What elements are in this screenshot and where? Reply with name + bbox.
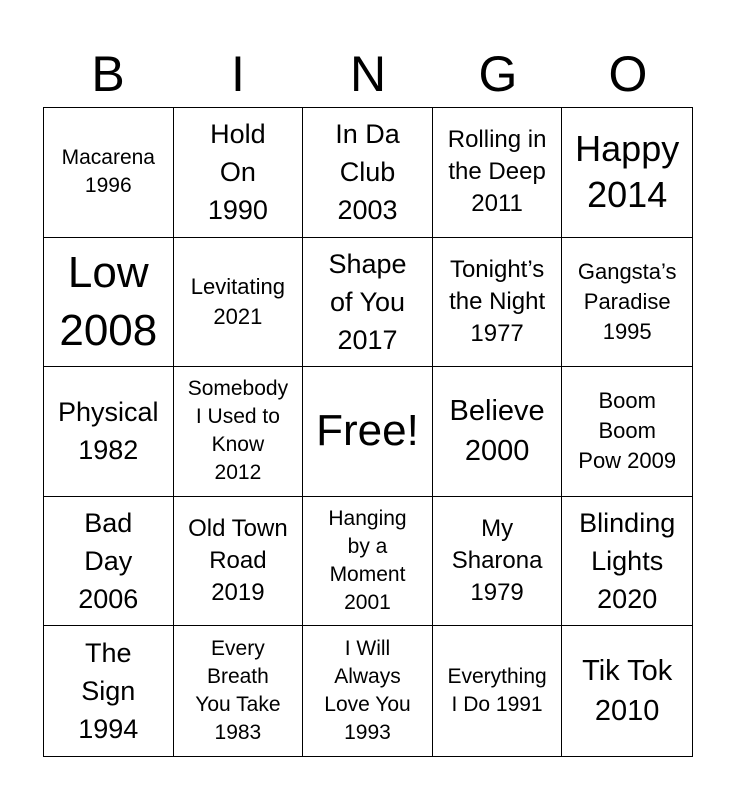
cell-label: Blinding Lights 2020: [579, 508, 676, 615]
cell-label: Happy 2014: [575, 128, 680, 216]
cell-label: Physical 1982: [58, 397, 159, 466]
cell-label: Shape of You 2017: [328, 248, 407, 355]
cell-label: My Sharona 1979: [451, 515, 543, 607]
bingo-cell-r1c4[interactable]: [433, 108, 563, 238]
cell-label: Macarena 1996: [61, 146, 155, 198]
bingo-cell-r5c1[interactable]: [44, 626, 174, 756]
cell-label: Levitating 2021: [190, 273, 285, 329]
free-space-label: Free!: [316, 406, 419, 456]
bingo-header: [43, 40, 693, 108]
cell-label: I Will Always Love You 1993: [324, 637, 411, 745]
bingo-cell-r3c2[interactable]: [174, 367, 304, 497]
bingo-cell-r1c5[interactable]: [562, 108, 692, 238]
bingo-cell-r4c3[interactable]: [303, 497, 433, 627]
bingo-cell-r4c4[interactable]: [433, 497, 563, 627]
bingo-cell-free[interactable]: [303, 367, 433, 497]
cell-label: Hold On 1990: [207, 119, 268, 226]
cell-label: Low 2008: [59, 247, 158, 355]
cell-label: Bad Day 2006: [78, 508, 139, 615]
cell-label: The Sign 1994: [78, 638, 139, 745]
header-letter-g: G: [478, 46, 518, 102]
cell-label: Hanging by a Moment 2001: [328, 507, 407, 615]
bingo-cell-r5c2[interactable]: [174, 626, 304, 756]
bingo-cell-r2c2[interactable]: [174, 238, 304, 368]
cell-label: Somebody I Used to Know 2012: [187, 377, 289, 485]
cell-label: Gangsta’s Paradise 1995: [577, 258, 677, 344]
cell-label: Everything I Do 1991: [447, 665, 547, 717]
bingo-cell-r5c4[interactable]: [433, 626, 563, 756]
cell-label: Tonight’s the Night 1977: [449, 255, 546, 347]
bingo-cell-r3c1[interactable]: [44, 367, 174, 497]
cell-label: In Da Club 2003: [335, 119, 400, 226]
cell-label: Believe 2000: [449, 395, 545, 468]
bingo-cell-r1c2[interactable]: [174, 108, 304, 238]
header-letter-o: O: [608, 46, 648, 102]
cell-label: Old Town Road 2019: [188, 515, 288, 607]
header-letter-b: B: [91, 46, 125, 102]
bingo-cell-r3c5[interactable]: [562, 367, 692, 497]
bingo-cell-r5c5[interactable]: [562, 626, 692, 756]
cell-label: Every Breath You Take 1983: [195, 637, 281, 745]
bingo-cell-r2c3[interactable]: [303, 238, 433, 368]
bingo-cell-r4c5[interactable]: [562, 497, 692, 627]
cell-label: Rolling in the Deep 2011: [447, 126, 547, 218]
header-letter-i: I: [231, 46, 245, 102]
header-letter-n: N: [349, 46, 387, 102]
bingo-cell-r2c5[interactable]: [562, 238, 692, 368]
bingo-cell-r2c1[interactable]: [44, 238, 174, 368]
cell-label: Tik Tok 2010: [582, 655, 673, 728]
bingo-cell-r4c2[interactable]: [174, 497, 304, 627]
bingo-cell-r1c1[interactable]: [44, 108, 174, 238]
bingo-cell-r5c3[interactable]: [303, 626, 433, 756]
cell-label: Boom Boom Pow 2009: [578, 388, 677, 474]
bingo-cell-r2c4[interactable]: [433, 238, 563, 368]
bingo-cell-r1c3[interactable]: [303, 108, 433, 238]
bingo-board: [43, 107, 693, 757]
bingo-cell-r4c1[interactable]: [44, 497, 174, 627]
bingo-cell-r3c4[interactable]: [433, 367, 563, 497]
